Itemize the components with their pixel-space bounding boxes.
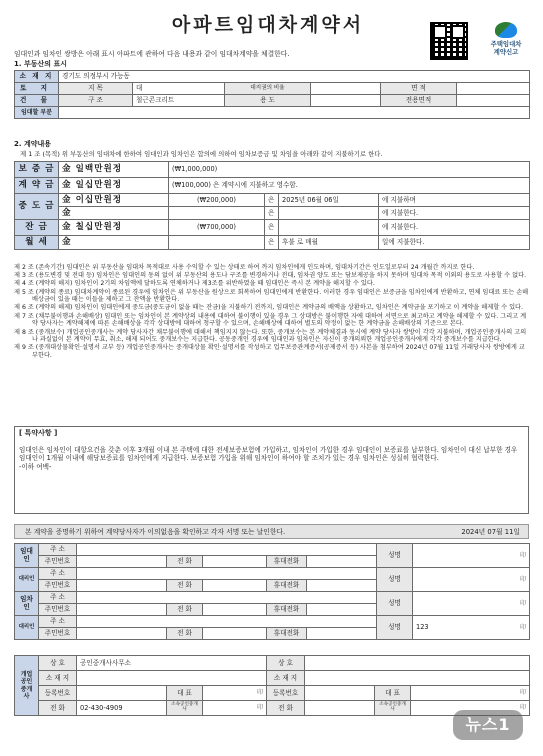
land-area-label: 면 적 <box>381 83 457 95</box>
lessee-agent-name-label: 성명 <box>377 616 413 640</box>
logo-line-1: 주택임대차 <box>490 40 522 48</box>
broker-reg-label-1: 등록번호 <box>39 686 77 701</box>
broker-table <box>14 655 530 716</box>
broker-address-value-1 <box>77 671 267 686</box>
lessee-agent-address-label: 주 소 <box>39 616 77 628</box>
broker-office-label-1: 상 호 <box>39 656 77 671</box>
interim-payment-note-1: 에 지불하며 <box>379 194 530 207</box>
broker-address-label-1: 소 재 지 <box>39 671 77 686</box>
lessee-mobile-label: 휴대전화 <box>267 604 307 616</box>
lessor-agent-name-label: 성명 <box>377 568 413 592</box>
use-label: 용 도 <box>225 95 311 107</box>
lessee-mobile-value <box>307 604 377 616</box>
lessor-rrn-value <box>77 556 167 568</box>
exclusive-area-value <box>457 95 530 107</box>
broker-rep-seal-1: 印 <box>203 686 267 701</box>
broker-rep-label-2: 대 표 <box>375 686 411 701</box>
lessor-phone-label: 전 화 <box>167 556 203 568</box>
interim-eun-2: 은 <box>265 207 279 220</box>
broker-reg-value-1 <box>77 686 167 701</box>
lessee-agent-rrn-value <box>77 628 167 640</box>
lease-part-value <box>59 107 530 119</box>
contract-articles <box>14 264 529 360</box>
lessor-address-label: 주 소 <box>39 544 77 556</box>
deposit-label: 보 증 금 <box>15 162 59 178</box>
lessor-mobile-value <box>307 556 377 568</box>
contract-title: 아파트임대차계약서 <box>171 14 365 36</box>
interim-payment-number-1: (₩200,000) <box>169 194 265 207</box>
monthly-rent-terms: 후불 로 매월 <box>279 236 379 250</box>
broker-assistant-seal-2: 印 <box>411 701 530 716</box>
location-value: 경기도 의정부시 가능동 <box>59 71 530 83</box>
balance-note: 에 지불한다. <box>379 220 530 236</box>
lessee-name-label: 성명 <box>377 592 413 616</box>
monthly-rent-text: 金 <box>59 236 169 250</box>
house-logo-icon <box>495 22 517 38</box>
lessee-agent-mobile-value <box>307 628 377 640</box>
land-label: 토 지 <box>15 83 59 95</box>
article-5: 제 5 조 (계약의 종료) 임대차계약이 종료된 경우에 임차인은 위 부동산을 원상으로 회복하여 임대인에게 반환한다. 이러한 경우 임대인은 보증금을 임차인에게 반환하고, 연체 임대료 또는 손해배상금이 있을 때는 이들을 제하고 그 잔액을 반환한다. <box>14 288 529 304</box>
interim-payment-text-1: 金 이십만원정 <box>59 194 169 207</box>
location-label: 소 재 지 <box>15 71 59 83</box>
article-4: 제 4 조 (계약의 해지) 임차인이 2기의 차임액에 달하도록 연체하거나 제3조를 위반하였을 때 임대인은 즉시 본 계약을 해지할 수 있다. <box>14 280 375 288</box>
lessee-label: 임차인 <box>15 592 39 616</box>
interim-payment-note-2: 에 지불한다. <box>379 207 530 220</box>
lessee-agent-rrn-label: 주민번호 <box>39 628 77 640</box>
lessor-agent-phone-value <box>203 580 267 592</box>
lessor-address-value <box>77 544 377 556</box>
monthly-rent-eun: 은 <box>265 236 279 250</box>
news-watermark: 뉴스1 <box>453 710 523 740</box>
confirmation-bar <box>14 524 529 539</box>
deposit-amount-text: 金 일백만원정 <box>59 162 169 178</box>
building-label: 건 물 <box>15 95 59 107</box>
broker-address-label-2: 소 재 지 <box>267 671 305 686</box>
structure-value: 철근콘크리트 <box>133 95 225 107</box>
lessor-agent-address-label: 주 소 <box>39 568 77 580</box>
special-terms-heading: [ 특약사항 ] <box>19 429 58 437</box>
broker-label: 개업공인중개사 <box>15 656 39 716</box>
balance-text: 金 칠십만원정 <box>59 220 169 236</box>
broker-phone-label-2: 전 화 <box>267 701 305 716</box>
section-contract-heading: 2. 계약내용 <box>14 140 52 148</box>
broker-rep-seal-2: 印 <box>411 686 530 701</box>
broker-office-value-2 <box>305 656 530 671</box>
monthly-rent-label: 월 세 <box>15 236 59 250</box>
exclusive-area-label: 전용면적 <box>381 95 457 107</box>
special-terms-body: 임대인은 임차인이 대항요건을 갖춘 이후 3개월 이내 본 주택에 대한 전세보증보험에 가입하고, 임차인이 가입한 경우 임대인이 보증료를 납부한다. 임차인이 대신 납부한 경우 임대인이 1개월 이내에 해당보증료를 임차인에게 지급한다. 보증보험 가입을 위해 임차인이 하여야 할 조치가 있는 경우 임차인은 성실히 협력한다. <box>19 445 518 463</box>
interim-eun-1: 은 <box>265 194 279 207</box>
section-property-heading: 1. 부동산의 표시 <box>14 60 67 68</box>
land-category-label: 지 목 <box>59 83 133 95</box>
broker-rep-label-1: 대 표 <box>167 686 203 701</box>
broker-assistant-label-2: 소속공인중개사 <box>375 701 411 716</box>
lessor-label: 임대인 <box>15 544 39 568</box>
broker-assistant-seal-1: 印 <box>203 701 267 716</box>
interim-payment-text-2: 金 <box>59 207 169 220</box>
lessor-agent-mobile-value <box>307 580 377 592</box>
special-terms-end: -이하 여백- <box>19 462 52 471</box>
article-2: 제 2 조 (존속기간) 임대인은 위 부동산을 임대차 목적대로 사용 수익할 수 있는 상태로 하여 까지 임차인에게 인도하며, 임대차기간은 인도일로부터 24 개월간 까지로 한다. <box>14 264 475 271</box>
land-right-ratio-value <box>311 83 381 95</box>
lessor-name-label: 성명 <box>377 544 413 568</box>
lessee-agent-phone-value <box>203 628 267 640</box>
broker-phone-label-1: 전 화 <box>39 701 77 716</box>
property-table <box>14 70 530 119</box>
special-terms-box <box>14 426 529 514</box>
balance-number: (₩700,000) <box>169 220 265 236</box>
lessee-address-value <box>77 592 377 604</box>
broker-reg-label-2: 등록번호 <box>267 686 305 701</box>
lessee-phone-label: 전 화 <box>167 604 203 616</box>
registration-logo <box>484 22 528 56</box>
broker-assistant-label-1: 소속공인중개사 <box>167 701 203 716</box>
lessee-agent-label: 대리인 <box>15 616 39 640</box>
article-8: 제 8 조 (중개보수) 개업공인중개사는 계약 당사자간 채무불이행에 대해서 책임지지 않는다. 또한, 중개보수는 본 계약체결과 동시에 계약 당사자 쌍방이 각각 지불하며, 개업공인중개사의 고의나 과실없이 본 계약이 무효, 취소, 해제 되어도 중개보수는 지급한다. 공동중개인 경우에 임대인과 임차인은 자신이 중개의뢰한 개업공인중개사에게 각각 중개보수를 지급한다. <box>14 328 527 344</box>
article-1: 제 1 조 (목적) 위 부동산의 임대차에 한하여 임대인과 임차인은 합의에 의하여 임차보증금 및 차임을 아래와 같이 지불하기로 한다. <box>20 150 383 158</box>
lessor-rrn-label: 주민번호 <box>39 556 77 568</box>
lessor-phone-value <box>203 556 267 568</box>
broker-office-label-2: 상 호 <box>267 656 305 671</box>
land-area-value <box>457 83 530 95</box>
land-right-ratio-label: 대지권의 비율 <box>225 83 311 95</box>
lease-contract-document <box>10 8 533 750</box>
balance-eun: 은 <box>265 220 279 236</box>
lessee-address-label: 주 소 <box>39 592 77 604</box>
payment-table <box>14 161 530 250</box>
lessee-seal: 印 <box>413 592 530 616</box>
lease-part-label: 임대할 부분 <box>15 107 59 119</box>
lessee-agent-mobile-label: 휴대전화 <box>267 628 307 640</box>
lessor-agent-address-value <box>77 568 377 580</box>
intro-text: 임대인과 임차인 쌍방은 아래 표시 아파트에 관하여 다음 내용과 같이 임대차계약을 체결한다. <box>14 50 290 58</box>
article-9: 제 9 조 (중개대상물확인·설명서 교부 등) 개업공인중개사는 중개대상물 확인·설명서를 작성하고 업무보증관계증서(공제증서 등) 사본을 첨부하여 2024년 07월 11일 거래당사자 쌍방에게 교부한다. <box>14 344 525 360</box>
broker-office-value-1: 공인중개사사무소 <box>77 656 267 671</box>
qr-code <box>430 22 468 60</box>
lessor-agent-phone-label: 전 화 <box>167 580 203 592</box>
logo-line-2: 계약신고 <box>493 47 519 56</box>
broker-phone-value-1: 02-430-4909 <box>77 701 167 716</box>
article-7: 제 7 조 (채무불이행과 손해배상) 임대인 또는 임차인이 본 계약상의 내용에 대하여 불이행이 있을 경우 그 상대방은 불이행한 자에 대하여 서면으로 최고하고 계약을 해제할 수 있다. 그리고 계약 당사자는 계약해제에 따른 손해배상을 각각 상대방에 대하여 청구할 수 있으며, 손해배상에 대하여 별도의 약정이 없는 한 계약금을 손해배상의 기준으로 본다. <box>14 312 527 328</box>
lessee-rrn-value <box>77 604 167 616</box>
contract-deposit-label: 계 약 금 <box>15 178 59 194</box>
parties-table <box>14 543 530 640</box>
balance-label: 잔 금 <box>15 220 59 236</box>
article-3: 제 3 조 (용도변경 및 전대 등) 임차인은 임대인의 동의 없이 위 부동산의 용도나 구조를 변경하거나 전대, 임차권 양도 또는 담보제공을 하지 못하며 임대차 목적 이외의 용도로 사용할 수 없다. <box>14 272 527 280</box>
monthly-rent-note: 일에 지불한다. <box>379 236 530 250</box>
lessee-agent-seal: 印 <box>520 624 527 631</box>
lessee-agent-name-cell <box>413 616 530 640</box>
confirmation-text: 본 계약을 증명하기 위하여 계약당사자가 이의없음을 확인하고 각자 서명 또는 날인한다. <box>25 528 286 536</box>
interim-payment-date: 2025년 06월 06일 <box>279 194 379 207</box>
lessee-phone-value <box>203 604 267 616</box>
use-value <box>311 95 381 107</box>
lessee-rrn-label: 주민번호 <box>39 604 77 616</box>
contract-deposit-text: 金 일십만원정 <box>59 178 169 194</box>
contract-date: 2024년 07월 11일 <box>461 528 520 536</box>
lessee-agent-phone-label: 전 화 <box>167 628 203 640</box>
land-category-value: 대 <box>133 83 225 95</box>
lessee-agent-name-value: 123 <box>416 623 429 632</box>
lessor-agent-rrn-label: 주민번호 <box>39 580 77 592</box>
article-6: 제 6 조 (계약의 해제) 임차인이 임대인에게 중도금(중도금이 없을 때는 잔금)을 지불하기 전까지, 임대인은 계약금의 배액을 상환하고, 임차인은 계약금을 포기하고 이 계약을 해제할 수 있다. <box>14 304 523 312</box>
deposit-amount-number: (₩1,000,000) <box>169 162 530 178</box>
lessor-mobile-label: 휴대전화 <box>267 556 307 568</box>
broker-address-value-2 <box>305 671 530 686</box>
lessor-seal: 印 <box>413 544 530 568</box>
lessor-agent-mobile-label: 휴대전화 <box>267 580 307 592</box>
structure-label: 구 조 <box>59 95 133 107</box>
lessor-agent-seal: 印 <box>413 568 530 592</box>
contract-deposit-number: (₩100,000) 은 계약시에 지불하고 영수함. <box>169 178 530 194</box>
lessor-agent-rrn-value <box>77 580 167 592</box>
lessee-agent-address-value <box>77 616 377 628</box>
lessor-agent-label: 대리인 <box>15 568 39 592</box>
interim-payment-label: 중 도 금 <box>15 194 59 220</box>
